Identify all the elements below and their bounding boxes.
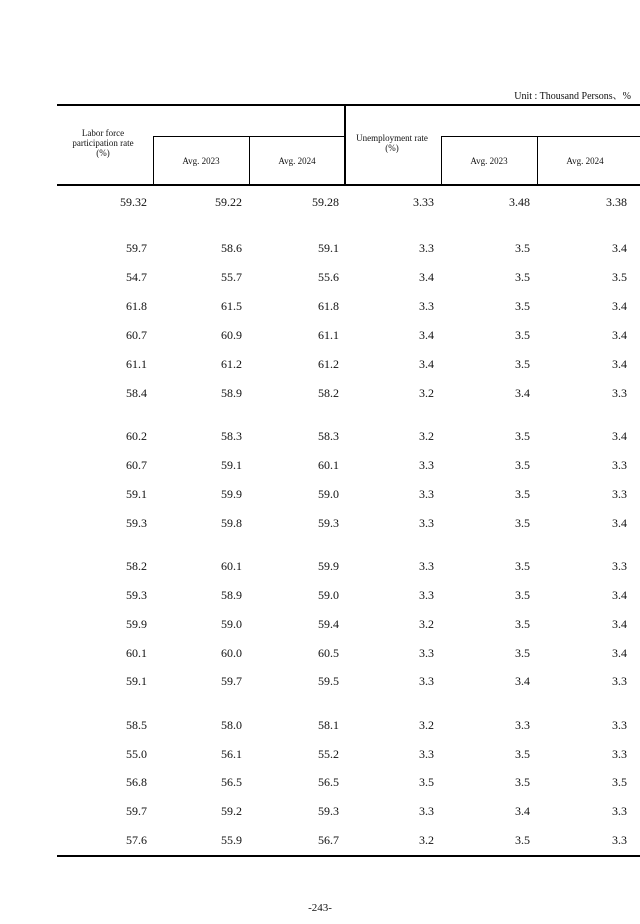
table-top-rule — [57, 104, 640, 106]
unit-label: Unit : Thousand Persons、% — [514, 91, 631, 102]
lfpr-value: 59.9 — [126, 617, 147, 631]
lfpr-avg-2023-value: 61.5 — [221, 299, 242, 313]
lfpr-avg-2023-value: 60.1 — [221, 559, 242, 573]
table-row — [57, 556, 640, 576]
table-row — [57, 484, 640, 504]
table-row — [57, 325, 640, 345]
unemp-avg-2024-value: 3.3 — [612, 386, 627, 400]
unemp-avg-2024-value: 3.4 — [612, 357, 627, 371]
lfpr-avg-2024-value: 61.1 — [318, 328, 339, 342]
lfpr-avg-2024-value: 56.7 — [318, 833, 339, 847]
unemp-value: 3.3 — [419, 458, 434, 472]
lfpr-avg-2024-value: 59.5 — [318, 674, 339, 688]
unemp-avg-2024-value: 3.3 — [612, 458, 627, 472]
header-lfpr: Labor force participation rate (%) — [72, 128, 134, 158]
unemp-avg-2024-value: 3.4 — [612, 588, 627, 602]
table-row — [57, 830, 640, 850]
table-row — [57, 585, 640, 605]
lfpr-avg-2024-value: 60.5 — [318, 646, 339, 660]
table-row — [57, 671, 640, 691]
lfpr-avg-2024-value: 59.1 — [318, 241, 339, 255]
table-row — [57, 614, 640, 634]
lfpr-avg-2023-value: 59.2 — [221, 804, 242, 818]
lfpr-value: 59.3 — [126, 516, 147, 530]
table-row — [57, 354, 640, 374]
unemp-avg-2024-value: 3.38 — [606, 195, 627, 209]
unemp-value: 3.3 — [419, 674, 434, 688]
unemp-value: 3.2 — [419, 617, 434, 631]
lfpr-avg-2024-value: 59.3 — [318, 804, 339, 818]
unemp-avg-2024-value: 3.3 — [612, 747, 627, 761]
lfpr-avg-2023-value: 59.8 — [221, 516, 242, 530]
unemp-avg-2024-value: 3.4 — [612, 646, 627, 660]
unemp-value: 3.2 — [419, 718, 434, 732]
lfpr-value: 59.1 — [126, 674, 147, 688]
lfpr-avg-2024-value: 58.3 — [318, 429, 339, 443]
unemp-value: 3.4 — [419, 270, 434, 284]
lfpr-value: 60.7 — [126, 458, 147, 472]
lfpr-avg-2023-value: 58.3 — [221, 429, 242, 443]
table-row — [57, 801, 640, 821]
table-row — [57, 238, 640, 258]
unemp-avg-2023-value: 3.5 — [515, 516, 530, 530]
header-lfpr-avg-2024: Avg. 2024 — [278, 156, 316, 166]
unemp-avg-2024-value: 3.4 — [612, 241, 627, 255]
unemp-avg-2023-value: 3.5 — [515, 646, 530, 660]
lfpr-value: 60.7 — [126, 328, 147, 342]
unemp-value: 3.2 — [419, 833, 434, 847]
lfpr-avg-2024-value: 59.28 — [312, 195, 339, 209]
unemp-avg-2024-value: 3.4 — [612, 299, 627, 313]
table-row — [57, 296, 640, 316]
lfpr-avg-2024-value: 59.0 — [318, 588, 339, 602]
table-row — [57, 383, 640, 403]
lfpr-value: 57.6 — [126, 833, 147, 847]
table-row — [57, 744, 640, 764]
table-row — [57, 643, 640, 663]
unemp-avg-2023-value: 3.5 — [515, 588, 530, 602]
unemp-value: 3.2 — [419, 386, 434, 400]
unemp-value: 3.3 — [419, 646, 434, 660]
page-number: -243- — [308, 902, 332, 914]
subheader-rule-right — [441, 136, 640, 137]
lfpr-avg-2024-value: 61.8 — [318, 299, 339, 313]
lfpr-avg-2024-value: 59.0 — [318, 487, 339, 501]
unemp-avg-2024-value: 3.4 — [612, 328, 627, 342]
unemp-avg-2024-value: 3.3 — [612, 487, 627, 501]
unemp-avg-2023-value: 3.4 — [515, 386, 530, 400]
lfpr-value: 55.0 — [126, 747, 147, 761]
unemp-value: 3.3 — [419, 241, 434, 255]
lfpr-value: 54.7 — [126, 270, 147, 284]
lfpr-avg-2024-value: 56.5 — [318, 775, 339, 789]
lfpr-avg-2024-value: 58.2 — [318, 386, 339, 400]
lfpr-avg-2024-value: 60.1 — [318, 458, 339, 472]
unemp-value: 3.3 — [419, 299, 434, 313]
unemp-avg-2023-value: 3.5 — [515, 617, 530, 631]
lfpr-avg-2023-value: 59.0 — [221, 617, 242, 631]
lfpr-value: 61.1 — [126, 357, 147, 371]
unemp-avg-2023-value: 3.5 — [515, 775, 530, 789]
unemp-value: 3.2 — [419, 429, 434, 443]
lfpr-avg-2023-value: 59.7 — [221, 674, 242, 688]
lfpr-avg-2024-value: 59.9 — [318, 559, 339, 573]
lfpr-avg-2023-value: 58.0 — [221, 718, 242, 732]
lfpr-avg-2024-value: 61.2 — [318, 357, 339, 371]
lfpr-avg-2023-value: 59.1 — [221, 458, 242, 472]
header-unemp: Unemployment rate (%) — [356, 133, 428, 153]
unemp-value: 3.3 — [419, 804, 434, 818]
lfpr-value: 59.1 — [126, 487, 147, 501]
unemp-avg-2024-value: 3.5 — [612, 775, 627, 789]
unemp-avg-2024-value: 3.4 — [612, 429, 627, 443]
header-unemp-avg-2023: Avg. 2023 — [470, 156, 508, 166]
unemp-avg-2024-value: 3.3 — [612, 674, 627, 688]
unemp-avg-2023-value: 3.5 — [515, 747, 530, 761]
lfpr-value: 59.32 — [120, 195, 147, 209]
lfpr-value: 61.8 — [126, 299, 147, 313]
lfpr-avg-2023-value: 58.9 — [221, 386, 242, 400]
unemp-avg-2024-value: 3.3 — [612, 804, 627, 818]
table-row — [57, 455, 640, 475]
header-unemp-avg-2024: Avg. 2024 — [566, 156, 604, 166]
table-bottom-rule — [57, 855, 640, 857]
lfpr-avg-2023-value: 58.9 — [221, 588, 242, 602]
unemp-value: 3.5 — [419, 775, 434, 789]
unemp-avg-2024-value: 3.3 — [612, 718, 627, 732]
unemp-value: 3.3 — [419, 588, 434, 602]
unemp-avg-2023-value: 3.5 — [515, 559, 530, 573]
unemp-avg-2023-value: 3.5 — [515, 328, 530, 342]
table-row — [57, 426, 640, 446]
table-row — [57, 192, 640, 212]
unemp-avg-2024-value: 3.3 — [612, 559, 627, 573]
lfpr-avg-2023-value: 56.5 — [221, 775, 242, 789]
unemp-avg-2023-value: 3.5 — [515, 833, 530, 847]
lfpr-avg-2023-value: 55.7 — [221, 270, 242, 284]
lfpr-avg-2023-value: 59.22 — [215, 195, 242, 209]
lfpr-avg-2024-value: 55.6 — [318, 270, 339, 284]
lfpr-avg-2023-value: 59.9 — [221, 487, 242, 501]
lfpr-avg-2024-value: 55.2 — [318, 747, 339, 761]
unemp-avg-2023-value: 3.4 — [515, 674, 530, 688]
unemp-value: 3.3 — [419, 487, 434, 501]
lfpr-value: 59.7 — [126, 241, 147, 255]
unemp-avg-2023-value: 3.5 — [515, 270, 530, 284]
lfpr-value: 60.1 — [126, 646, 147, 660]
table-row — [57, 267, 640, 287]
lfpr-value: 60.2 — [126, 429, 147, 443]
group-divider — [344, 104, 346, 185]
unemp-avg-2024-value: 3.5 — [612, 270, 627, 284]
lfpr-avg-2024-value: 59.4 — [318, 617, 339, 631]
unemp-value: 3.3 — [419, 516, 434, 530]
table-row — [57, 715, 640, 735]
table-row — [57, 513, 640, 533]
lfpr-avg-2023-value: 55.9 — [221, 833, 242, 847]
unemp-avg-2023-value: 3.5 — [515, 241, 530, 255]
header-lfpr-avg-2023: Avg. 2023 — [182, 156, 220, 166]
unemp-avg-2023-value: 3.5 — [515, 458, 530, 472]
lfpr-avg-2023-value: 56.1 — [221, 747, 242, 761]
lfpr-value: 58.5 — [126, 718, 147, 732]
lfpr-avg-2024-value: 58.1 — [318, 718, 339, 732]
header-bottom-rule — [57, 184, 640, 186]
unemp-avg-2024-value: 3.3 — [612, 833, 627, 847]
lfpr-value: 59.3 — [126, 588, 147, 602]
unemp-avg-2023-value: 3.5 — [515, 299, 530, 313]
unemp-avg-2023-value: 3.5 — [515, 487, 530, 501]
lfpr-avg-2023-value: 60.0 — [221, 646, 242, 660]
table-row — [57, 772, 640, 792]
lfpr-avg-2024-value: 59.3 — [318, 516, 339, 530]
unemp-value: 3.33 — [413, 195, 434, 209]
unemp-avg-2023-value: 3.5 — [515, 357, 530, 371]
unemp-avg-2023-value: 3.3 — [515, 718, 530, 732]
unemp-value: 3.3 — [419, 559, 434, 573]
lfpr-avg-2023-value: 58.6 — [221, 241, 242, 255]
lfpr-avg-2023-value: 60.9 — [221, 328, 242, 342]
unemp-value: 3.3 — [419, 747, 434, 761]
unemp-value: 3.4 — [419, 357, 434, 371]
unemp-avg-2023-value: 3.5 — [515, 429, 530, 443]
lfpr-value: 56.8 — [126, 775, 147, 789]
unemp-avg-2024-value: 3.4 — [612, 516, 627, 530]
unemp-avg-2023-value: 3.48 — [509, 195, 530, 209]
lfpr-avg-2023-value: 61.2 — [221, 357, 242, 371]
lfpr-value: 58.2 — [126, 559, 147, 573]
lfpr-value: 59.7 — [126, 804, 147, 818]
lfpr-value: 58.4 — [126, 386, 147, 400]
unemp-value: 3.4 — [419, 328, 434, 342]
unemp-avg-2023-value: 3.4 — [515, 804, 530, 818]
unemp-avg-2024-value: 3.4 — [612, 617, 627, 631]
